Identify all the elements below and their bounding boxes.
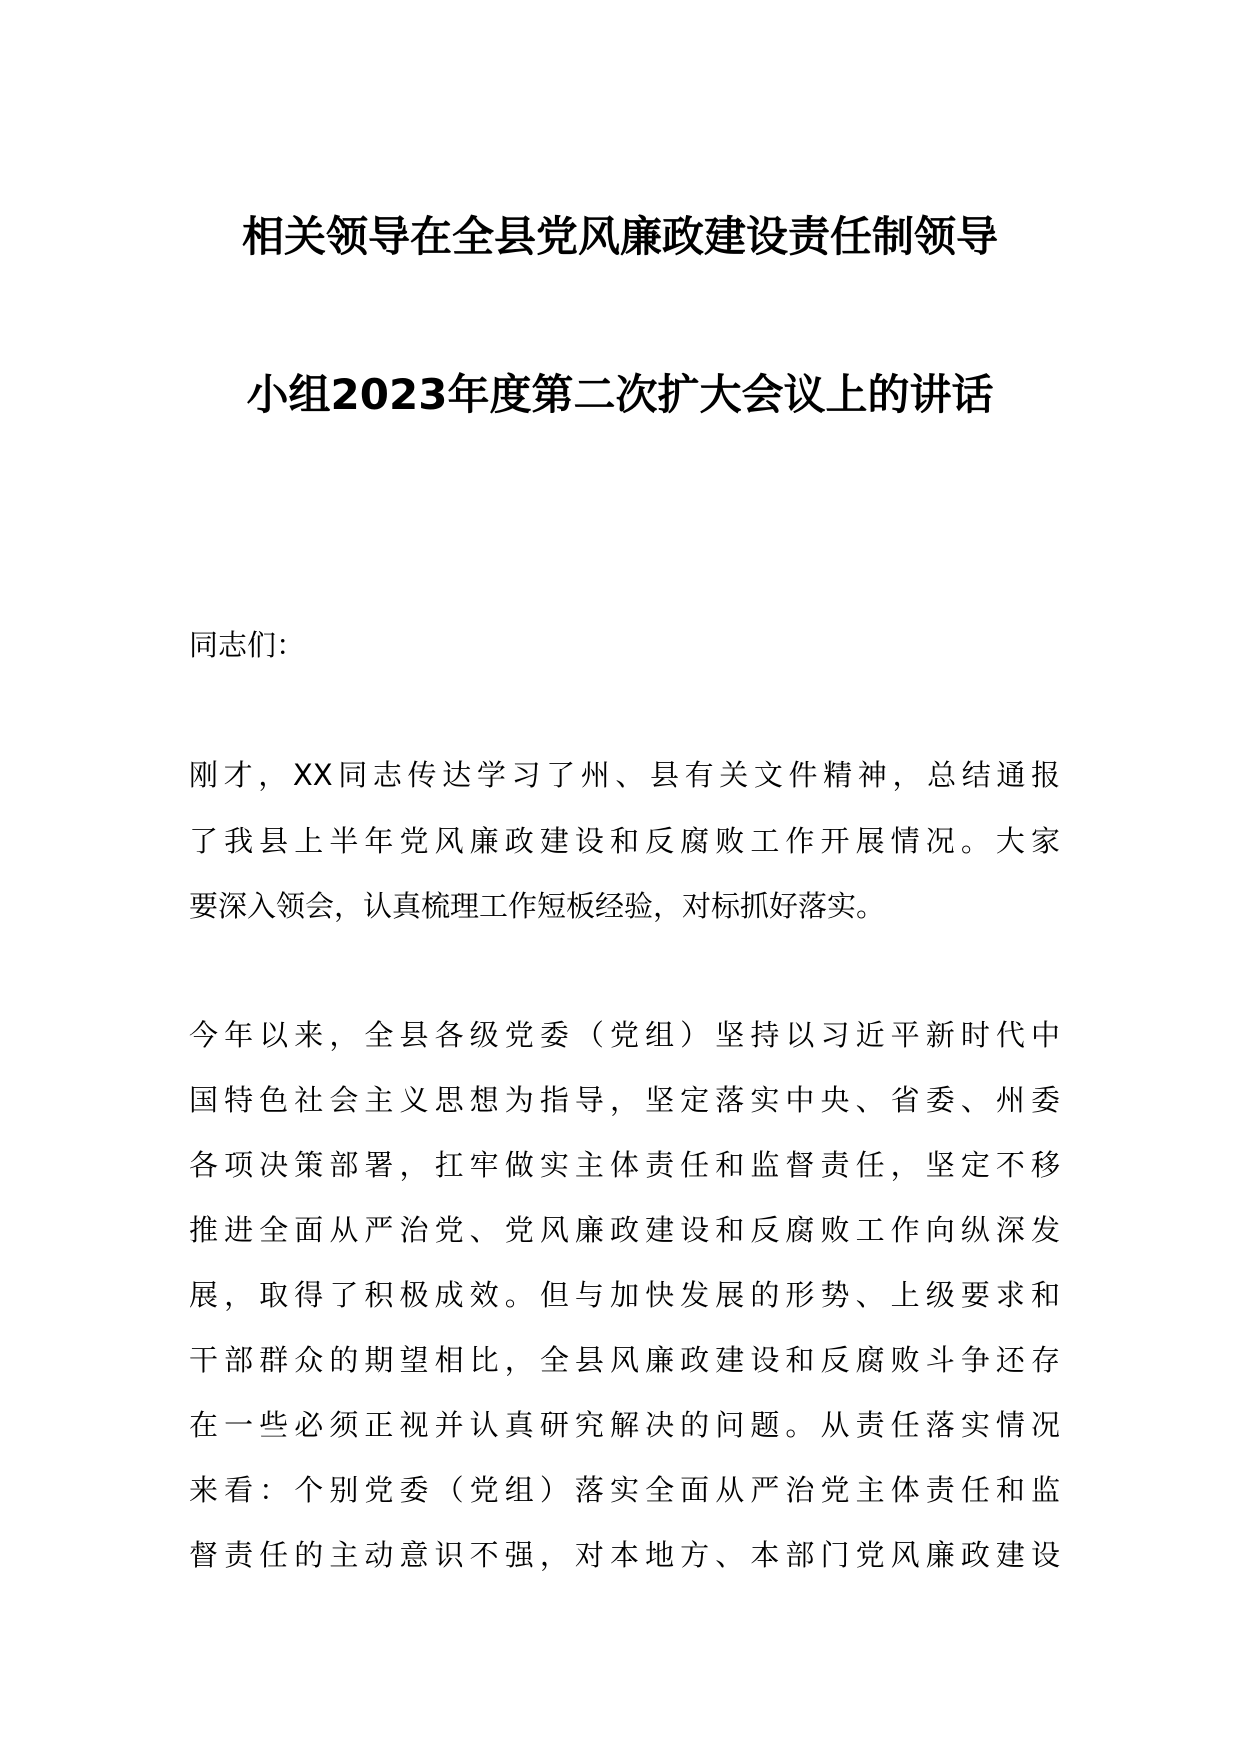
- document-title-line-2: 小组2023年度第二次扩大会议上的讲话: [246, 370, 994, 419]
- paragraph-line: 展，取得了积极成效。但与加快发展的形势、上级要求和: [189, 1278, 1060, 1312]
- salutation: 同志们：: [189, 628, 306, 662]
- paragraph-line: 来看：个别党委（党组）落实全面从严治党主体责任和监: [189, 1473, 1060, 1507]
- paragraph-line: 干部群众的期望相比，全县风廉政建设和反腐败斗争还存: [189, 1343, 1060, 1377]
- paragraph-line: 刚才，XX同志传达学习了州、县有关文件精神，总结通报: [189, 758, 1060, 792]
- paragraph-line: 各项决策部署，扛牢做实主体责任和监督责任，坚定不移: [189, 1148, 1060, 1182]
- paragraph-line: 在一些必须正视并认真研究解决的问题。从责任落实情况: [189, 1408, 1060, 1442]
- paragraph-line: 督责任的主动意识不强，对本地方、本部门党风廉政建设: [189, 1538, 1060, 1572]
- paragraph-line: 了我县上半年党风廉政建设和反腐败工作开展情况。大家: [189, 824, 1060, 858]
- paragraph-line: 今年以来，全县各级党委（党组）坚持以习近平新时代中: [189, 1018, 1060, 1052]
- paragraph-line: 国特色社会主义思想为指导，坚定落实中央、省委、州委: [189, 1083, 1060, 1117]
- paragraph-line: 要深入领会，认真梳理工作短板经验，对标抓好落实。: [189, 889, 886, 923]
- document-title-line-1: 相关领导在全县党风廉政建设责任制领导: [241, 212, 998, 261]
- paragraph-line: 推进全面从严治党、党风廉政建设和反腐败工作向纵深发: [189, 1213, 1060, 1247]
